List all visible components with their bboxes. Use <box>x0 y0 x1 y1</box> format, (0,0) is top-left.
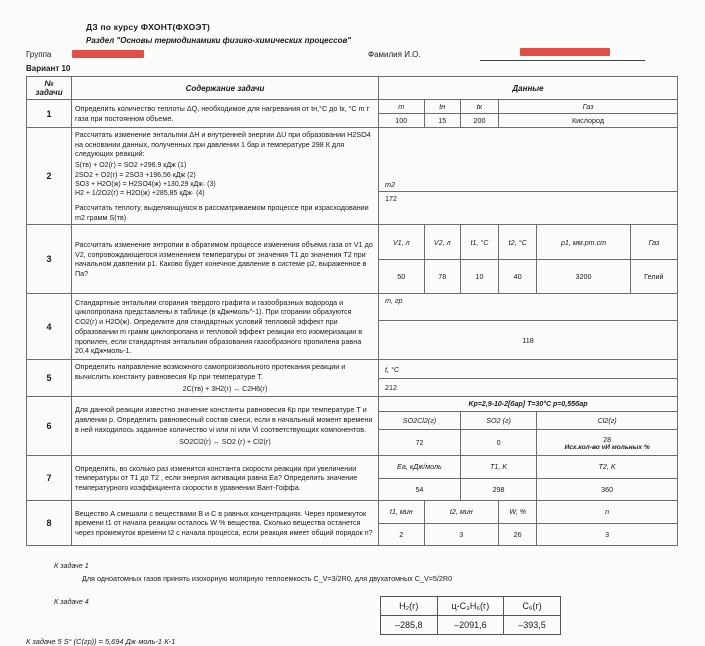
table-row <box>27 128 678 192</box>
enthalpy-value: –2091,6 <box>437 616 504 635</box>
task-number: 7 <box>27 456 72 501</box>
task-text <box>72 360 379 397</box>
data-header: t2, мин <box>424 501 499 524</box>
data-header: tн <box>424 100 460 114</box>
data-value: 10 <box>460 259 498 294</box>
task-number: 1 <box>27 100 72 128</box>
task6-cl2-value: 28 <box>603 434 612 444</box>
task6-units-note: Исх.кол-во νИ мольных % <box>564 443 650 451</box>
group-redaction <box>72 50 144 58</box>
data-header: Газ <box>499 100 678 114</box>
task-number: 4 <box>27 294 72 360</box>
enthalpy-header: H₂(г) <box>381 597 438 616</box>
note-text-1: Для одноатомных газов принять изохорную молярную теплоемкость C_V=3/2R0, для двухатомных C_V=5/2R0 <box>82 574 453 583</box>
task-equation: 2С(тв) + 3H2(г) ↔ С2H6(г) <box>182 385 268 393</box>
data-value: 0 <box>460 429 536 455</box>
task-equation: SO3 + H2O(ж) = H2SO4(ж) +130,29 кДж· (3) <box>75 181 216 189</box>
data-value: 100 <box>379 114 425 128</box>
data-value: Гелий <box>630 259 677 294</box>
data-value: 172 <box>379 191 678 224</box>
data-value: 40 <box>499 259 537 294</box>
task-text: Определить количество теплоты ΔQ, необходимое для нагревания от tн,°С до tк, °С m г газа при постоянном объеме. <box>72 100 379 128</box>
table-row <box>27 360 678 378</box>
data-value: 3 <box>424 523 499 546</box>
data-header: V1, л <box>379 225 425 260</box>
data-value: 298 <box>460 478 536 501</box>
data-value: 360 <box>537 478 678 501</box>
task-equation: SO2Cl2(г) ↔ SO2 (г) + Cl2(г) <box>179 438 271 446</box>
data-value: 78 <box>424 259 460 294</box>
header-line-2: Раздел "Основы термодинамики физико-химических процессов" <box>86 36 352 45</box>
enthalpy-value: –393,5 <box>504 616 561 635</box>
task-text: Определить, во сколько раз изменится константа скорости реакции при увеличении температуры от T1 до T2 , если энергия активации равна Ea? Определить значение температурного коэффициента скорости в уравнении Вант-Гоффа. <box>72 456 379 501</box>
data-value: 118 <box>379 321 678 360</box>
table-row <box>381 597 561 616</box>
task-text-main: Для данной реакции известно значение константы равновесия Кр при температуре Т и давлении p. Определить равновесный состав смеси, если в начальный момент времени в ней находилось заданное количество νi или ni или Vi соответствующих компонентов. <box>75 405 373 434</box>
data-value: 3200 <box>537 259 631 294</box>
task-text: Рассчитать изменение энтропии в обратимом процессе изменения объема газа от V1 до V2, сопровождающегося изменением температуры от значения Т1 до значения Т2 при начальном давлении p1. Каково будет конечное давление в системе p2, выраженное в Па? <box>72 225 379 294</box>
data-value: 54 <box>379 478 461 501</box>
task-number: 6 <box>27 397 72 456</box>
document-header <box>86 22 506 45</box>
task-text <box>72 397 379 456</box>
data-header: t, °C <box>379 360 678 378</box>
header-no: № задачи <box>27 77 72 100</box>
data-header: m <box>379 100 425 114</box>
surname-label: Фамилия И.О. <box>368 50 421 59</box>
data-header: T2, K <box>537 456 678 479</box>
data-header: tк <box>460 100 498 114</box>
note-title-1: К задаче 1 <box>54 561 89 570</box>
task-number: 8 <box>27 501 72 546</box>
data-header: Еa, кДж/моль <box>379 456 461 479</box>
data-header: t1, °C <box>460 225 498 260</box>
table-row <box>27 397 678 412</box>
data-header: Cl2(г) <box>537 412 678 430</box>
task-text-main: Рассчитать изменение энтальпии ΔН и внутренней энергии ΔU при образовании H2SO4 на основании данных, полученных при давлении 1 бар и температуре 298 К для следующих реакций: <box>75 130 371 159</box>
data-header: m, гр <box>379 294 678 321</box>
data-value: 72 <box>379 429 461 455</box>
surname-underline <box>480 60 645 61</box>
enthalpy-value: –285,8 <box>381 616 438 635</box>
table-row <box>27 294 678 321</box>
data-value: 50 <box>379 259 425 294</box>
data-value: 2 <box>379 523 425 546</box>
surname-redaction <box>520 48 610 56</box>
data-value: 3 <box>537 523 678 546</box>
data-header: SO2 (г) <box>460 412 536 430</box>
table-row <box>27 501 678 524</box>
task-number: 3 <box>27 225 72 294</box>
enthalpy-header: ц-C₃H₆(г) <box>437 597 504 616</box>
data-value: 200 <box>460 114 498 128</box>
data-header: t1, мин <box>379 501 425 524</box>
data-header: n <box>537 501 678 524</box>
data-value <box>537 429 678 455</box>
enthalpy-header: C₆(г) <box>504 597 561 616</box>
task-equation: H2 + 1/2O2(г) = H2O(ж) +285,85 кДж· (4) <box>75 190 205 198</box>
header-line-1: ДЗ по курсу ФХОНТ(ФХОЭТ) <box>86 22 211 32</box>
data-header: SO2Cl2(г) <box>379 412 461 430</box>
data-value: 26 <box>499 523 537 546</box>
task-text-secondary: Рассчитать теплоту, выделяющуюся в рассматриваемом процессе при израсходовании m2 грамм S(тв) <box>75 202 369 222</box>
task-text-main: Определить направление возможного самопроизвольного протекания реакции и вычислить константу равновесия Кр при температуре T. <box>75 362 346 382</box>
task-text: Вещество А смешали с веществами B и C в равных концентрациях. Через промежуток времени t1 от начала реакции осталось W % вещества. Сколько вещества останется через промежуток времени t2 с начала процесса, если реакция имеет общий порядок n? <box>72 501 379 546</box>
task-number: 2 <box>27 128 72 225</box>
data-value: 15 <box>424 114 460 128</box>
data-header: Газ <box>630 225 677 260</box>
assignment-table <box>26 76 678 546</box>
variant-label: Вариант 10 <box>26 64 71 73</box>
task-equation: 2SO2 + O2(г) = 2SO3 +196,56 кДж (2) <box>75 171 196 179</box>
header-content: Содержание задачи <box>72 77 379 100</box>
table-row <box>27 456 678 479</box>
table-row <box>381 616 561 635</box>
task-equation: S(тв) + O2(г) = SO2 +296.9 кДж (1) <box>75 162 187 170</box>
data-value: 212 <box>379 378 678 396</box>
data-value: Кислород <box>499 114 678 128</box>
table-row <box>27 225 678 260</box>
data-header: m2 <box>379 128 678 192</box>
task-text <box>72 128 379 225</box>
data-header: T1, K <box>460 456 536 479</box>
note-task5: К задаче 5 S° (C(гр)) = 5,694 Дж·моль-1·К-1 <box>26 637 176 646</box>
group-label: Группа <box>26 50 52 59</box>
enthalpy-table <box>380 596 561 635</box>
data-header: V2, л <box>424 225 460 260</box>
note-title-2: К задаче 4 <box>54 597 89 606</box>
data-header: W, % <box>499 501 537 524</box>
data-header: t2, °C <box>499 225 537 260</box>
task-number: 5 <box>27 360 72 397</box>
data-header: p1, мм.рт.ст <box>537 225 631 260</box>
task-text: Стандартные энтальпии сгорания твердого графита и газообразных водорода и циклопропана представлены в таблице (в кДж•моль^-1). При сгорании образуются CO2(г) и H2O(ж). Определите для стандартных условий тепловой эффект при образовании m грамм циклопропана и тепловой эффект реакции его изомеризации в пропилен, если стандартная энтальпия образования газообразного пропилена равна 20,4 кДж•моль-1. <box>72 294 379 360</box>
table-header-row <box>27 77 678 100</box>
header-data: Данные <box>379 77 678 100</box>
table-row <box>27 100 678 114</box>
task6-constants: Kp=2,9-10-2[бар] T=30°C p=0,55бар <box>379 397 678 412</box>
